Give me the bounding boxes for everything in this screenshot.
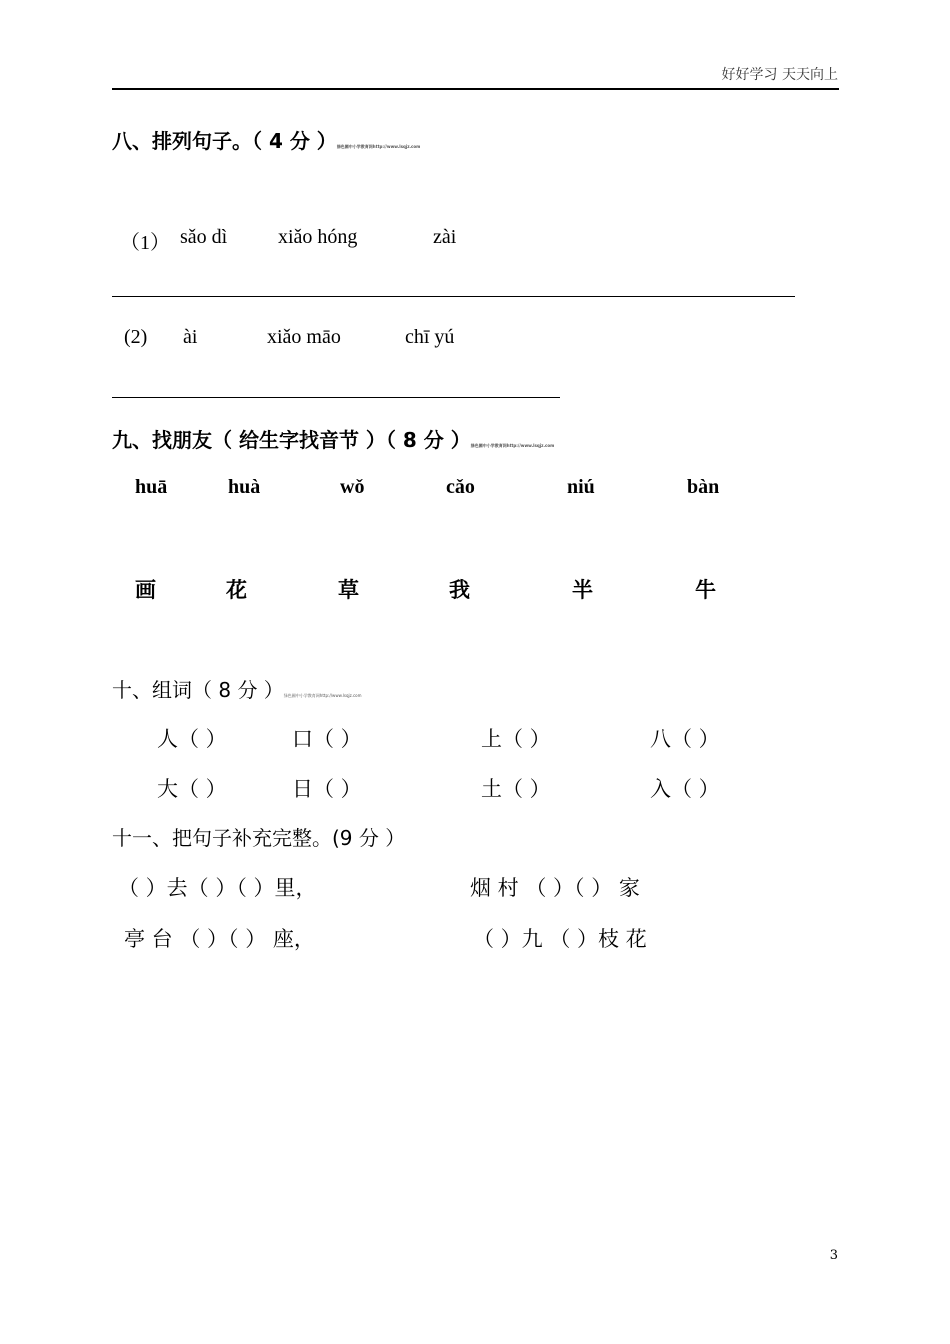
header-rule xyxy=(112,88,839,90)
char-3: 草 xyxy=(338,578,359,602)
char-5: 半 xyxy=(572,578,593,602)
word-item-shang[interactable]: 上（ ） xyxy=(481,727,551,751)
word-item-da[interactable]: 大（ ） xyxy=(157,777,227,801)
section-9-title-text: 九、找朋友（ 给生字找音节 ）（ 8 分 ） xyxy=(112,428,471,452)
word-item-kou[interactable]: 口（ ） xyxy=(292,727,362,751)
q2-answer-line[interactable] xyxy=(112,397,560,398)
q1-word-2: xiǎo hóng xyxy=(278,226,358,248)
poem-line-1b[interactable]: 烟 村 （ ）（ ） 家 xyxy=(470,876,640,900)
q2-word-2: xiǎo māo xyxy=(267,326,341,348)
q1-number: （1） xyxy=(120,232,170,254)
word-item-ri[interactable]: 日（ ） xyxy=(292,777,362,801)
char-6: 牛 xyxy=(695,578,716,602)
char-1: 画 xyxy=(135,578,156,602)
pinyin-5: niú xyxy=(567,476,595,498)
section-10-watermark: 绿色圃中小学教育网http://www.lsqjz.com xyxy=(283,693,362,698)
word-item-tu[interactable]: 土（ ） xyxy=(481,777,551,801)
page-number: 3 xyxy=(829,1248,838,1263)
section-11-title: 十一、把句子补充完整。(9 分 ） xyxy=(112,826,406,850)
pinyin-6: bàn xyxy=(687,476,720,498)
section-9-watermark: 绿色圃中小学教育网http://www.lsqjz.com xyxy=(470,443,555,448)
pinyin-2: huà xyxy=(228,476,261,498)
char-2: 花 xyxy=(226,578,247,602)
q1-answer-line[interactable] xyxy=(112,296,795,297)
q2-number: (2) xyxy=(124,326,148,348)
poem-line-1a[interactable]: （ ）去（ ）（ ）里， xyxy=(118,876,317,900)
section-8-watermark: 绿色圃中小学教育网http://www.lsqjz.com xyxy=(336,144,421,149)
poem-line-2b[interactable]: （ ）九 （ ）枝 花 xyxy=(473,927,647,951)
pinyin-1: huā xyxy=(135,476,168,498)
pinyin-4: cǎo xyxy=(446,476,475,498)
q2-word-3: chī yú xyxy=(405,326,455,348)
section-9-title xyxy=(112,424,554,453)
header-motto: 好好学习 天天向上 xyxy=(721,67,838,83)
word-item-ru[interactable]: 入（ ） xyxy=(650,777,720,801)
q1-word-3: zài xyxy=(433,226,457,248)
poem-line-2a[interactable]: 亭 台 （ ）（ ） 座， xyxy=(124,927,315,951)
word-item-ren[interactable]: 人（ ） xyxy=(157,727,227,751)
q1-word-1: sǎo dì xyxy=(180,226,228,248)
section-8-title-text: 八、排列句子。（ 4 分 ） xyxy=(112,129,337,153)
section-10-title xyxy=(112,674,362,703)
section-10-title-text: 十、组词（ 8 分 ） xyxy=(112,678,284,702)
section-8-title xyxy=(112,125,420,154)
char-4: 我 xyxy=(449,578,470,602)
pinyin-3: wǒ xyxy=(340,476,365,498)
word-item-ba[interactable]: 八（ ） xyxy=(650,727,720,751)
q2-word-1: ài xyxy=(183,326,198,348)
